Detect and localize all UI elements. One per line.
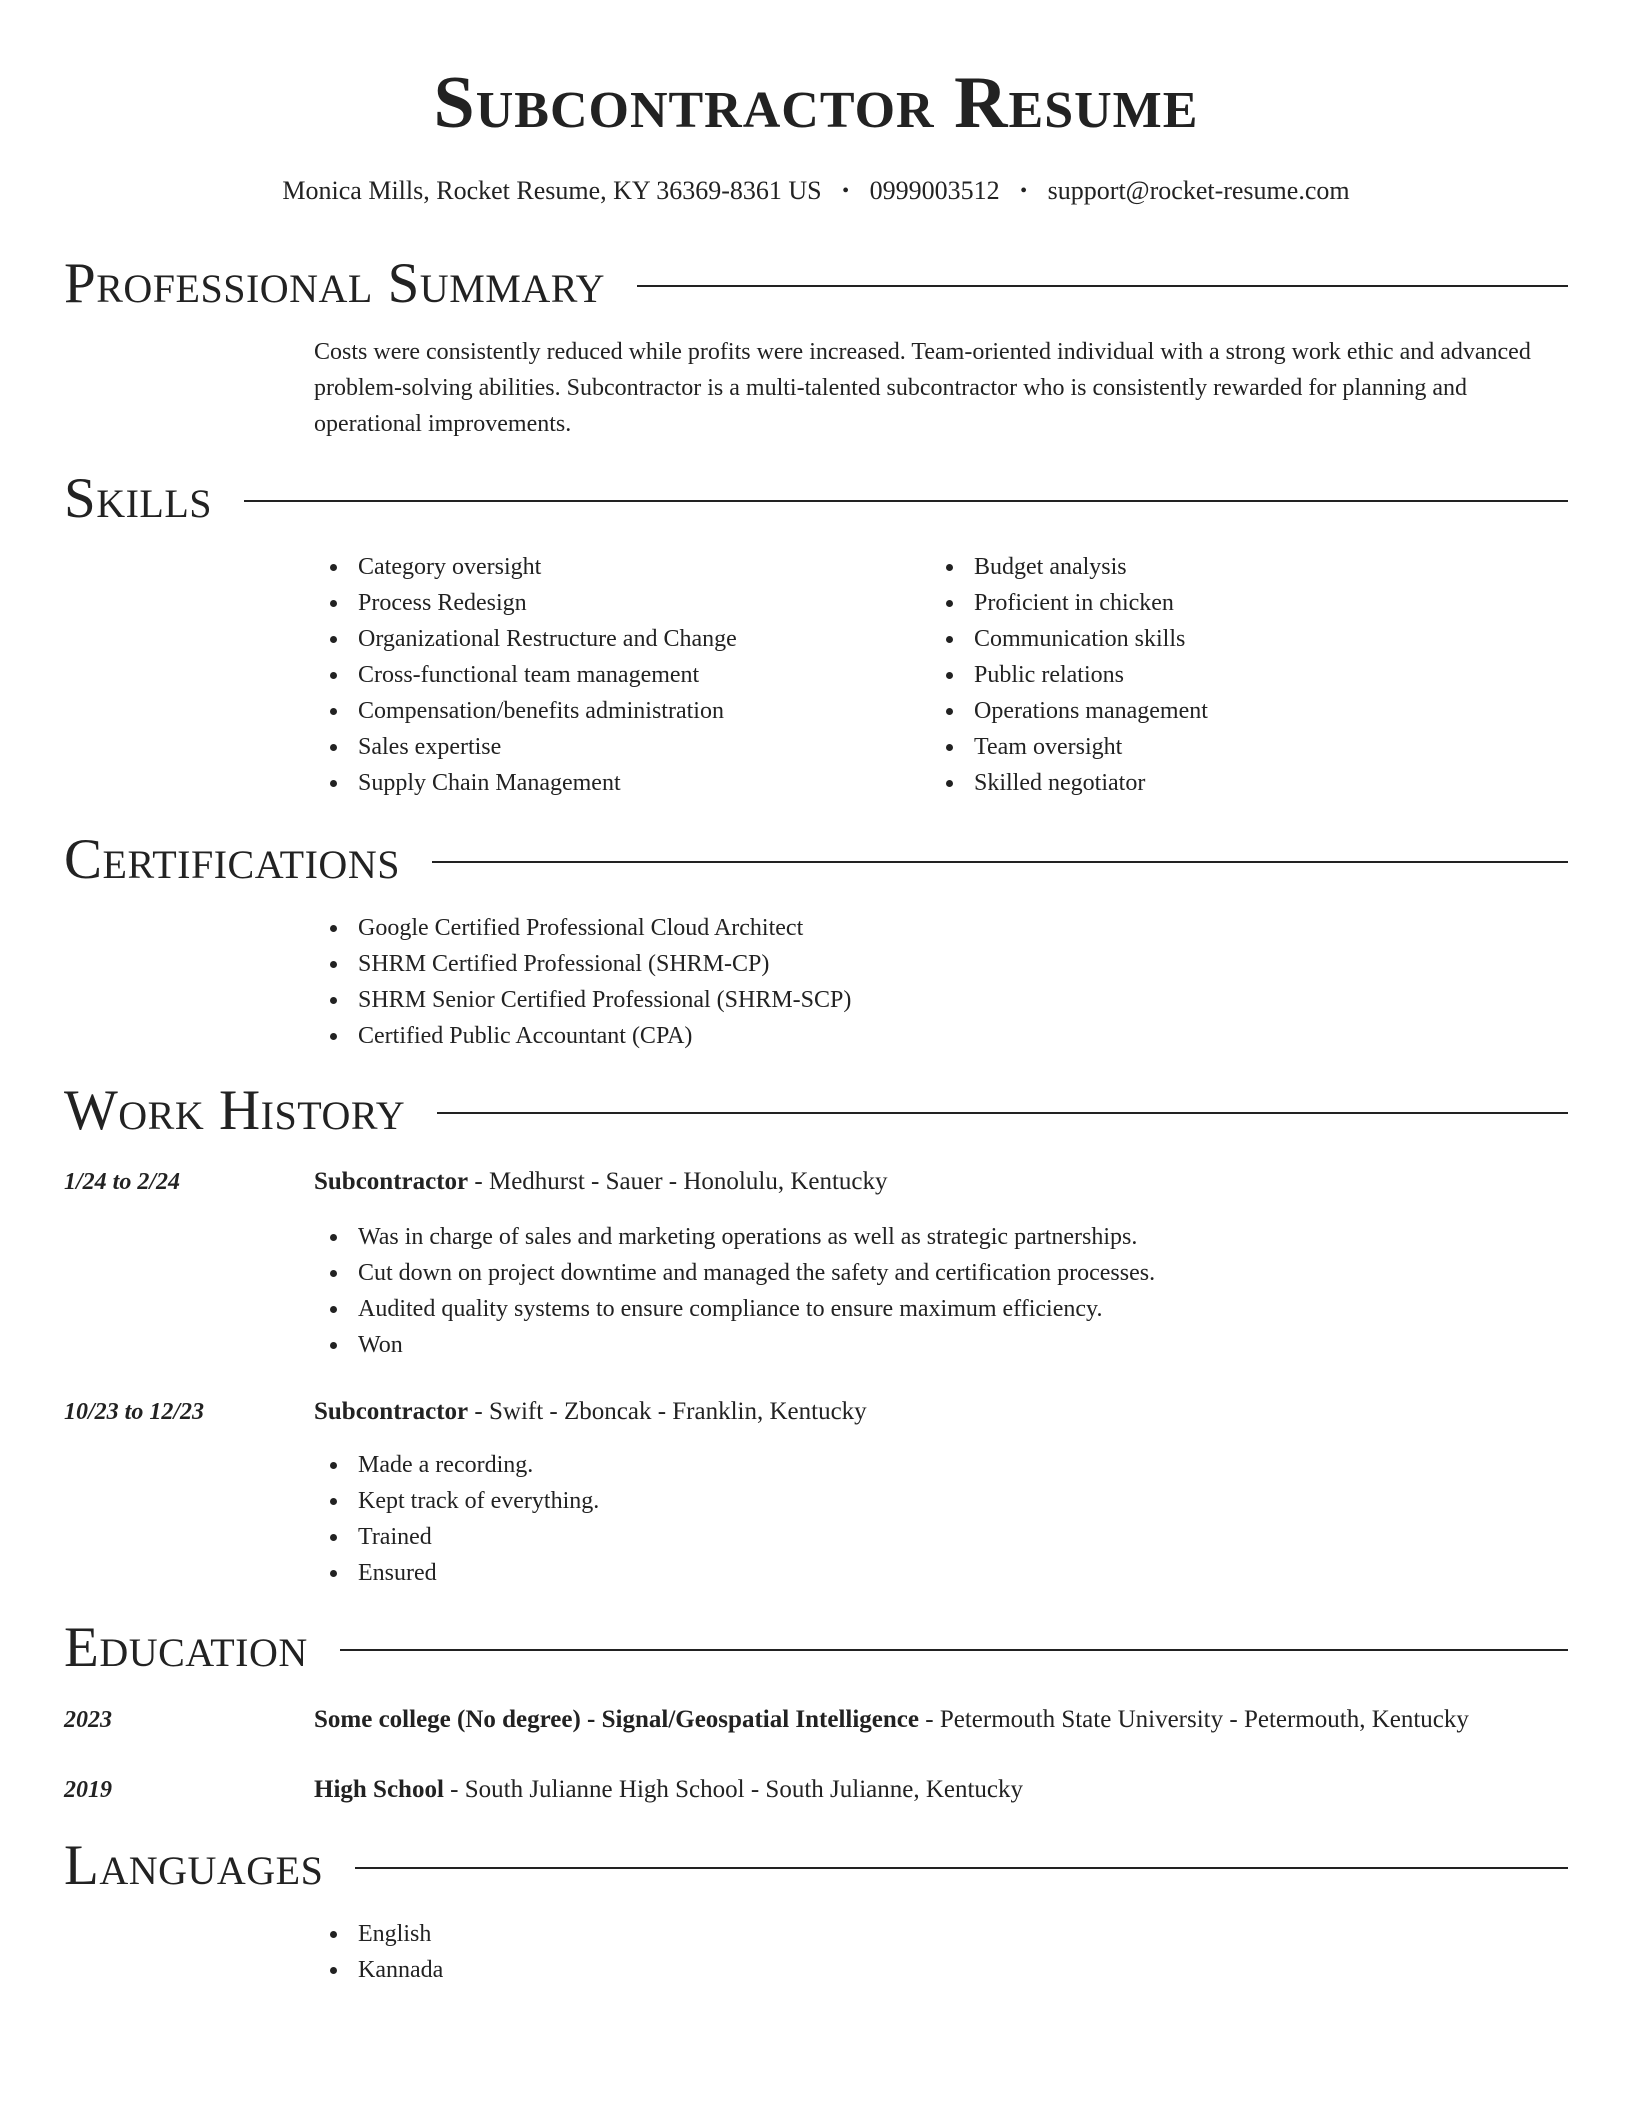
section-divider <box>437 1112 1568 1114</box>
education-degree: High School <box>314 1776 444 1803</box>
skills-list-right <box>930 549 1546 801</box>
contact-address: Monica Mills, Rocket Resume, KY 36369-8361 US <box>282 176 822 205</box>
skill-item: Sales expertise <box>314 729 930 765</box>
job-bullet: Cut down on project downtime and managed the safety and certification processes. <box>314 1255 1568 1291</box>
job-bullet: Was in charge of sales and marketing operations as well as strategic partnerships. <box>314 1219 1568 1255</box>
bullet-separator-icon: • <box>842 180 850 202</box>
skill-item: Skilled negotiator <box>930 765 1546 801</box>
job-bullet: Ensured <box>314 1555 1568 1591</box>
section-title-languages: Languages <box>64 1834 324 1897</box>
section-header-languages <box>64 1834 1568 1898</box>
languages-list <box>314 1916 1568 1988</box>
skill-item: Category oversight <box>314 549 930 585</box>
skill-item: Cross-functional team management <box>314 657 930 693</box>
skill-item: Communication skills <box>930 621 1546 657</box>
certifications-list <box>314 910 1568 1054</box>
section-title-certifications: Certifications <box>64 828 400 891</box>
job-dates: 1/24 to 2/24 <box>64 1169 181 1195</box>
job-bullets <box>314 1219 1568 1363</box>
job-dates: 10/23 to 12/23 <box>64 1399 205 1425</box>
language-item: Kannada <box>314 1952 1568 1988</box>
job-bullet: Audited quality systems to ensure compliance to ensure maximum efficiency. <box>314 1291 1568 1327</box>
job-details: - Medhurst - Sauer - Honolulu, Kentucky <box>468 1168 888 1195</box>
summary-text: Costs were consistently reduced while profits were increased. Team-oriented individual with a strong work ethic and advanced problem-solving abilities. Subcontractor is a multi-talented subcontractor who is consistently rewarded for planning and operational improvements. <box>314 339 1531 437</box>
job-bullet: Won <box>314 1327 1568 1363</box>
section-divider <box>432 861 1568 863</box>
certification-item: Certified Public Accountant (CPA) <box>314 1018 1568 1054</box>
section-header-education <box>64 1616 1568 1680</box>
bullet-separator-icon: • <box>1020 180 1028 202</box>
job-details: - Swift - Zboncak - Franklin, Kentucky <box>468 1398 867 1425</box>
section-title-work-history: Work History <box>64 1079 406 1142</box>
job-heading <box>314 1164 888 1200</box>
education-degree: Some college (No degree) - Signal/Geospatial Intelligence <box>314 1706 919 1733</box>
education-details: - Petermouth State University - Petermouth, Kentucky <box>919 1706 1469 1733</box>
job-bullets <box>314 1447 1568 1591</box>
skill-item: Supply Chain Management <box>314 765 930 801</box>
education-year: 2023 <box>64 1707 112 1733</box>
section-title-skills: Skills <box>64 467 213 530</box>
job-title: Subcontractor <box>314 1168 469 1195</box>
job-bullet: Made a recording. <box>314 1447 1568 1483</box>
job-heading <box>314 1394 867 1430</box>
job-bullet: Trained <box>314 1519 1568 1555</box>
skills-grid <box>314 549 1568 801</box>
education-heading <box>314 1702 1469 1738</box>
section-title-summary: Professional Summary <box>64 252 606 315</box>
job-title: Subcontractor <box>314 1398 469 1425</box>
skill-item: Organizational Restructure and Change <box>314 621 930 657</box>
certification-item: SHRM Senior Certified Professional (SHRM-SCP) <box>314 982 1568 1018</box>
certification-item: Google Certified Professional Cloud Architect <box>314 910 1568 946</box>
education-year: 2019 <box>64 1777 112 1803</box>
section-divider <box>340 1649 1568 1651</box>
job-bullet: Kept track of everything. <box>314 1483 1568 1519</box>
skill-item: Budget analysis <box>930 549 1546 585</box>
skill-item: Process Redesign <box>314 585 930 621</box>
skill-item: Compensation/benefits administration <box>314 693 930 729</box>
contact-phone: 0999003512 <box>869 176 1000 205</box>
contact-email: support@rocket-resume.com <box>1047 176 1350 205</box>
section-header-skills <box>64 467 1568 531</box>
section-header-summary <box>64 252 1568 316</box>
skill-item: Public relations <box>930 657 1546 693</box>
language-item: English <box>314 1916 1568 1952</box>
section-divider <box>244 500 1568 502</box>
education-heading <box>314 1772 1023 1808</box>
certification-item: SHRM Certified Professional (SHRM-CP) <box>314 946 1568 982</box>
section-divider <box>637 285 1568 287</box>
skills-list-left <box>314 549 930 801</box>
skill-item: Proficient in chicken <box>930 585 1546 621</box>
section-title-education: Education <box>64 1616 308 1679</box>
section-header-certifications <box>64 828 1568 892</box>
skill-item: Team oversight <box>930 729 1546 765</box>
education-details: - South Julianne High School - South Julianne, Kentucky <box>443 1776 1024 1803</box>
resume-title: Subcontractor Resume <box>433 62 1199 144</box>
contact-line <box>0 174 1632 210</box>
skill-item: Operations management <box>930 693 1546 729</box>
section-divider <box>355 1867 1568 1869</box>
section-header-work-history <box>64 1079 1568 1143</box>
